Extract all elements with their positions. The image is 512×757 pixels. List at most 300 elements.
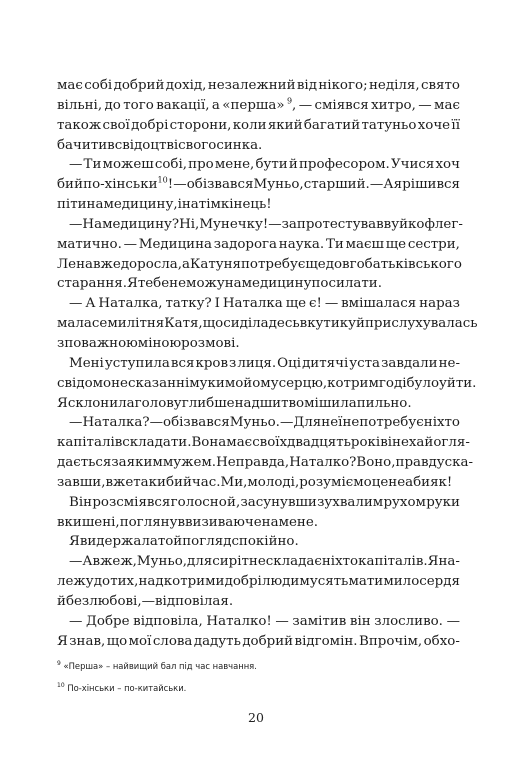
word: Мунечку! — [199, 216, 269, 232]
text-line — [57, 136, 460, 156]
word: Катя, — [164, 316, 203, 332]
footnote — [57, 655, 460, 677]
word: на- — [438, 554, 460, 570]
word: й — [74, 177, 84, 193]
word: — — [141, 593, 155, 609]
word: має — [226, 435, 253, 451]
word: котрим — [327, 375, 379, 391]
word: ще — [385, 236, 407, 252]
word: свої — [102, 117, 130, 133]
word: запротестував — [281, 216, 384, 232]
text-line — [57, 413, 460, 433]
word: рухом — [383, 494, 426, 510]
word: Наталка — [222, 296, 283, 312]
word: Я — [69, 534, 80, 550]
word: він — [349, 613, 371, 629]
word: завдали — [381, 355, 438, 371]
word: татку? — [165, 296, 212, 312]
word: десь — [268, 316, 300, 332]
word: ще — [285, 296, 307, 312]
word: добрі — [224, 574, 262, 590]
word: видержала — [79, 534, 158, 550]
text-line — [57, 433, 470, 453]
word: сторони, — [169, 117, 232, 133]
word: серцю, — [278, 375, 328, 391]
word: я. — [220, 593, 234, 609]
word: — — [123, 236, 137, 252]
word: її — [451, 117, 460, 133]
word: ніхто — [321, 554, 359, 570]
word: на — [181, 197, 199, 213]
word: руки — [426, 494, 460, 510]
word: з — [229, 355, 237, 371]
word: — — [69, 415, 83, 431]
word: який — [267, 117, 303, 133]
word: дається — [57, 455, 112, 471]
word: — — [418, 97, 432, 113]
word: й — [57, 593, 66, 609]
word: — — [369, 177, 384, 193]
word: складає — [265, 554, 322, 570]
word: довго — [325, 256, 365, 272]
word: Вона — [191, 435, 227, 451]
word: добрий — [113, 78, 165, 93]
word: старання. — [57, 276, 128, 292]
word: муки — [189, 375, 225, 391]
text-line — [57, 76, 460, 96]
word: — — [279, 415, 294, 431]
text-line — [57, 116, 460, 136]
word: від — [296, 78, 317, 93]
word: погляд — [182, 534, 232, 550]
word: бути — [255, 157, 288, 173]
word: це — [371, 474, 389, 490]
word: лежу — [57, 574, 94, 590]
word: до — [93, 574, 111, 590]
word: на — [86, 197, 104, 213]
word: Ти — [325, 236, 344, 252]
word: незалежний — [207, 78, 296, 93]
footnote-ref: 9 — [286, 96, 293, 106]
word: нікого; — [318, 78, 368, 93]
word: би — [57, 177, 74, 193]
word: огля- — [433, 435, 470, 451]
word: Мені — [69, 355, 104, 371]
word: коли — [232, 117, 267, 133]
word: уступила — [104, 355, 170, 371]
word: правда, — [235, 455, 290, 471]
word: нехай — [392, 435, 434, 451]
word: вакації, — [156, 97, 210, 113]
text-line — [57, 453, 474, 473]
word: Наталко! — [206, 613, 272, 629]
word: в — [107, 137, 115, 153]
word: свято — [420, 78, 460, 93]
word: кишені, — [64, 514, 120, 530]
word: можеш — [102, 157, 154, 173]
text-line — [57, 394, 460, 414]
word: нараз — [419, 296, 460, 312]
word: має — [434, 97, 460, 113]
word: — — [268, 216, 282, 232]
footnote-text: По-хінськи – по-китайськи. — [67, 683, 187, 693]
word: відповіла, — [133, 613, 203, 629]
word: в — [57, 514, 65, 530]
word: над — [138, 574, 164, 590]
word: хитро, — [371, 97, 416, 113]
word: й — [182, 474, 192, 490]
text-line — [57, 532, 460, 552]
word: а — [211, 97, 220, 113]
footnote — [57, 677, 460, 699]
word: слова — [152, 633, 193, 649]
word: обхо- — [423, 633, 460, 649]
word: можу — [186, 276, 225, 292]
word: розмові. — [181, 335, 240, 351]
word: не — [342, 415, 360, 431]
word: мене, — [214, 157, 255, 173]
word: є! — [309, 296, 322, 312]
word: Муньо, — [136, 554, 188, 570]
word: уста — [349, 355, 381, 371]
word: уйти. — [439, 375, 477, 391]
word: На — [82, 216, 103, 232]
word: до — [104, 97, 121, 113]
word: мала — [57, 316, 92, 332]
word: що — [106, 633, 128, 649]
word: Наталка, — [98, 296, 163, 312]
word: вже — [105, 474, 134, 490]
word: що — [202, 316, 224, 332]
word: тих, — [110, 574, 139, 590]
text-line — [57, 334, 460, 354]
word: — — [69, 613, 83, 629]
word: А — [85, 296, 96, 312]
word: Не — [216, 455, 236, 471]
text-line — [57, 215, 463, 235]
word: хоч — [435, 157, 460, 173]
word: професором. — [298, 157, 390, 173]
word: не- — [438, 355, 460, 371]
word: а — [182, 256, 190, 272]
word: Учися — [390, 157, 435, 173]
word: розуміємо — [299, 474, 372, 490]
word: молоді, — [247, 474, 300, 490]
text-line — [57, 314, 478, 334]
word: глибше — [181, 395, 235, 411]
word: відгомін. — [294, 633, 358, 649]
word: Авжеж, — [82, 554, 137, 570]
word: без — [65, 593, 90, 609]
word: маєш — [345, 236, 384, 252]
text-line — [57, 175, 460, 195]
text-line — [57, 96, 460, 116]
text-line — [57, 552, 460, 572]
word: тебе — [137, 276, 170, 292]
word: я — [393, 177, 403, 193]
word: дадуть — [193, 633, 241, 649]
word: — — [69, 554, 83, 570]
word: Я — [57, 633, 68, 649]
word: сиріт — [212, 554, 249, 570]
word: сестри, — [407, 236, 460, 252]
text-line — [57, 195, 460, 215]
word: добрий — [242, 633, 294, 649]
footnote-number: 9 — [57, 660, 61, 668]
footnote-text: «Перша» – найвищий бал під час навчання. — [63, 661, 257, 671]
word: піти — [57, 197, 87, 213]
word: прислухувалась — [364, 316, 478, 332]
text-line — [57, 592, 460, 612]
word: того — [123, 97, 154, 113]
text-line — [57, 294, 460, 314]
word: медицину — [241, 276, 312, 292]
word: і — [177, 197, 182, 213]
word: багатий — [303, 117, 361, 133]
word: Я — [427, 554, 439, 570]
word: люди — [261, 574, 300, 590]
word: — — [69, 296, 83, 312]
word: сиділа — [223, 316, 269, 332]
word: на — [261, 514, 279, 530]
word: не — [248, 554, 266, 570]
text-line — [57, 612, 460, 632]
word: поглянув — [119, 514, 185, 530]
word: неабияк! — [388, 474, 453, 490]
word: вже — [93, 256, 121, 272]
word: — — [298, 97, 313, 113]
word: замітив — [292, 613, 347, 629]
word: потребує — [241, 256, 306, 272]
word: неділя, — [368, 78, 420, 93]
word: лиця. — [237, 355, 277, 371]
word: Ми, — [220, 474, 248, 490]
word: — — [324, 296, 339, 312]
word: було — [406, 375, 440, 391]
word: розсміявся — [92, 494, 171, 510]
word: обізвався — [186, 177, 254, 193]
word: складати. — [122, 435, 192, 451]
word: потребує — [359, 415, 424, 431]
text-line — [57, 513, 460, 533]
text-line — [57, 632, 460, 652]
word: Оці — [277, 355, 302, 371]
footnote-number: 10 — [57, 682, 65, 690]
word: час. — [191, 474, 221, 490]
word: мужем. — [162, 455, 217, 471]
word: мати — [348, 574, 384, 590]
word: по-хінськи$^{10}$! — [83, 175, 174, 193]
word: вуйко — [383, 216, 425, 232]
word: також — [57, 117, 102, 133]
word: Лена — [57, 256, 94, 272]
word: задорога — [213, 236, 278, 252]
word: сміявся — [314, 97, 369, 113]
word: милосердя — [383, 574, 460, 590]
word: Муньо, — [253, 177, 304, 193]
word: — — [173, 177, 187, 193]
word: посилати. — [311, 276, 382, 292]
text-line — [57, 374, 477, 394]
word: капіталів. — [358, 554, 428, 570]
word: за — [111, 455, 127, 471]
main-text — [57, 76, 478, 651]
word: А — [383, 177, 394, 193]
word: мої — [128, 633, 152, 649]
word: капіталів — [57, 435, 123, 451]
word: Я — [127, 276, 138, 292]
word: ніхто — [423, 415, 460, 431]
word: Катуня — [189, 256, 241, 272]
word: обізвався — [163, 415, 230, 431]
text-line — [57, 473, 460, 493]
text-line — [57, 354, 460, 374]
word: — — [149, 415, 163, 431]
word: Впрочім, — [358, 633, 423, 649]
word: любові, — [89, 593, 142, 609]
word: злосливо. — [374, 613, 443, 629]
word: ще — [305, 256, 326, 272]
word: свідоцтві — [114, 137, 179, 153]
word: для — [187, 554, 213, 570]
word: зухвалим — [317, 494, 384, 510]
word: наука. — [278, 236, 325, 252]
word: медицину? — [102, 216, 180, 232]
word: би — [165, 474, 183, 490]
word: синка. — [216, 137, 263, 153]
word: дохід, — [165, 78, 207, 93]
word: шила — [318, 395, 357, 411]
word: відповіла — [155, 593, 221, 609]
word: знав, — [69, 633, 106, 649]
word: вмішалася — [341, 296, 417, 312]
word: кінець! — [220, 197, 272, 213]
word: медицину, — [103, 197, 178, 213]
word: й — [288, 157, 298, 173]
page-number: 20 — [248, 710, 264, 725]
word: і — [314, 395, 319, 411]
text-line — [57, 235, 460, 255]
word: дитячі — [302, 355, 349, 371]
word: засунувши — [240, 494, 317, 510]
word: котрими — [163, 574, 225, 590]
word: поважною — [64, 335, 138, 351]
word: добрі — [131, 117, 169, 133]
word: Муньо. — [229, 415, 280, 431]
word: двадцять — [287, 435, 351, 451]
word: в — [299, 316, 308, 332]
word: яким — [126, 455, 163, 471]
word: мойому — [224, 375, 279, 391]
word: неї — [321, 415, 343, 431]
word: семилітня — [91, 316, 165, 332]
word: батьківського — [364, 256, 462, 272]
word: — — [69, 157, 83, 173]
word: тім — [198, 197, 221, 213]
word: флег- — [424, 216, 463, 232]
word: старший. — [303, 177, 370, 193]
word: правду — [395, 455, 445, 471]
word: собі, — [154, 157, 188, 173]
word: таки — [133, 474, 166, 490]
word: бачити — [57, 137, 108, 153]
word: і — [387, 435, 393, 451]
word: визиваюче — [185, 514, 262, 530]
text-line — [57, 155, 460, 175]
word: голову — [134, 395, 182, 411]
word: своїх — [252, 435, 288, 451]
word: годі — [378, 375, 407, 391]
footnote-ref: 10 — [157, 175, 168, 185]
word: Воно, — [356, 455, 396, 471]
text-line — [57, 493, 460, 513]
word: хоче — [417, 117, 451, 133]
word: — — [69, 216, 83, 232]
word: доросла, — [120, 256, 182, 272]
word: ска- — [444, 455, 474, 471]
word: $^9$, — [286, 96, 297, 113]
word: Наталко? — [289, 455, 357, 471]
word: Він — [69, 494, 93, 510]
word: свідомо — [57, 375, 112, 391]
word: Наталка? — [82, 415, 150, 431]
word: вся — [170, 355, 195, 371]
word: несказанні — [111, 375, 190, 391]
word: кутику — [307, 316, 357, 332]
word: пильно. — [356, 395, 412, 411]
word: І — [214, 296, 220, 312]
word: про — [188, 157, 214, 173]
text-line — [57, 255, 460, 275]
word: голосно — [170, 494, 227, 510]
word: — — [446, 613, 460, 629]
word: не — [169, 276, 187, 292]
word: той — [157, 534, 183, 550]
word: Добре — [86, 613, 130, 629]
word: міною — [137, 335, 182, 351]
word: й — [356, 316, 365, 332]
word: — — [275, 613, 289, 629]
word: мусять — [299, 574, 349, 590]
word: мене. — [278, 514, 319, 530]
word: на — [224, 276, 242, 292]
word: з — [57, 335, 65, 351]
word: матично. — [57, 236, 122, 252]
word: має — [57, 78, 83, 93]
word: шитвом — [259, 395, 315, 411]
word: Ти — [83, 157, 102, 173]
word: Для — [293, 415, 322, 431]
word: свого — [178, 137, 217, 153]
text-line — [57, 274, 460, 294]
word: Ні, — [179, 216, 200, 232]
word: собі — [84, 78, 113, 93]
word: Я — [57, 395, 68, 411]
footnotes — [57, 655, 460, 699]
word: над — [234, 395, 260, 411]
text-line — [57, 572, 460, 592]
word: Медицина — [138, 236, 213, 252]
word: вільні, — [57, 97, 103, 113]
word: «перша» — [222, 97, 285, 113]
word: кров — [195, 355, 228, 371]
word: завши, — [57, 474, 106, 490]
word: рішився — [402, 177, 460, 193]
word: татуньо — [361, 117, 417, 133]
word: склонила — [67, 395, 135, 411]
word: й, — [227, 494, 241, 510]
word: спокійно. — [231, 534, 299, 550]
